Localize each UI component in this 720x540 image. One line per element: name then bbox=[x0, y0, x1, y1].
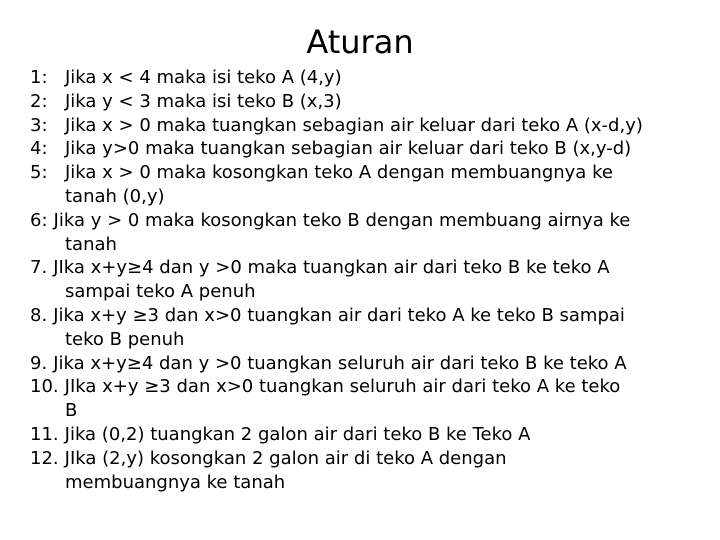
rule-item bbox=[30, 137, 710, 161]
rule-number: 10. bbox=[30, 376, 59, 398]
rule-item bbox=[30, 161, 710, 209]
rule-number: 5: bbox=[30, 162, 48, 184]
rule-number: 12. bbox=[30, 447, 59, 469]
rule-number: 2: bbox=[30, 90, 48, 112]
rule-text: Jika x > 0 maka kosongkan teko A dengan membuangnya ke bbox=[65, 162, 613, 184]
rule-item bbox=[30, 209, 710, 257]
rule-text: Jika x+y ≥3 dan x>0 tuangkan air dari teko A ke teko B sampai bbox=[53, 304, 625, 326]
rule-item bbox=[30, 423, 710, 447]
rule-text-continued: tanah bbox=[65, 233, 117, 255]
rule-text: JIka (2,y) kosongkan 2 galon air di teko A dengan bbox=[64, 447, 507, 469]
rule-number: 4: bbox=[30, 138, 48, 160]
rule-text: Jika y < 3 maka isi teko B (x,3) bbox=[65, 90, 342, 112]
rule-item bbox=[30, 352, 710, 376]
rule-text: Jika y > 0 maka kosongkan teko B dengan membuang airnya ke bbox=[53, 209, 631, 231]
rule-text: Jika x+y≥4 dan y >0 tuangkan seluruh air dari teko B ke teko A bbox=[53, 352, 627, 374]
rule-number: 6: bbox=[30, 209, 48, 231]
rule-number: 1: bbox=[30, 67, 48, 88]
rule-text-continued: sampai teko A penuh bbox=[65, 281, 256, 303]
rule-number: 7. bbox=[30, 257, 48, 279]
rule-item bbox=[30, 90, 710, 114]
rule-number: 11. bbox=[30, 423, 59, 445]
rule-text: JIka x+y ≥3 dan x>0 tuangkan seluruh air dari teko A ke teko bbox=[64, 376, 621, 398]
rule-text-continued: teko B penuh bbox=[65, 328, 185, 350]
rule-number: 8. bbox=[30, 304, 48, 326]
rule-item bbox=[30, 66, 710, 90]
rule-text-continued: B bbox=[65, 400, 78, 422]
slide-title bbox=[0, 22, 720, 62]
rule-text: JIka x+y≥4 dan y >0 maka tuangkan air dari teko B ke teko A bbox=[53, 257, 610, 279]
rule-text: Jika x > 0 maka tuangkan sebagian air keluar dari teko A (x-d,y) bbox=[65, 114, 643, 136]
rule-text-continued: membuangnya ke tanah bbox=[65, 471, 286, 493]
rule-item bbox=[30, 256, 710, 304]
rule-text: Jika (0,2) tuangkan 2 galon air dari teko B ke Teko A bbox=[64, 423, 531, 445]
rule-text: Jika x < 4 maka isi teko A (4,y) bbox=[65, 67, 342, 88]
rule-number: 9. bbox=[30, 352, 48, 374]
rule-item bbox=[30, 447, 710, 495]
rule-item bbox=[30, 375, 710, 423]
rule-item bbox=[30, 114, 710, 138]
rule-text-continued: tanah (0,y) bbox=[65, 185, 165, 207]
rules-list bbox=[30, 66, 710, 494]
rule-number: 3: bbox=[30, 114, 48, 136]
rule-text: Jika y>0 maka tuangkan sebagian air keluar dari teko B (x,y-d) bbox=[65, 138, 632, 160]
slide-title-text: Aturan bbox=[306, 23, 414, 61]
rule-item bbox=[30, 304, 710, 352]
